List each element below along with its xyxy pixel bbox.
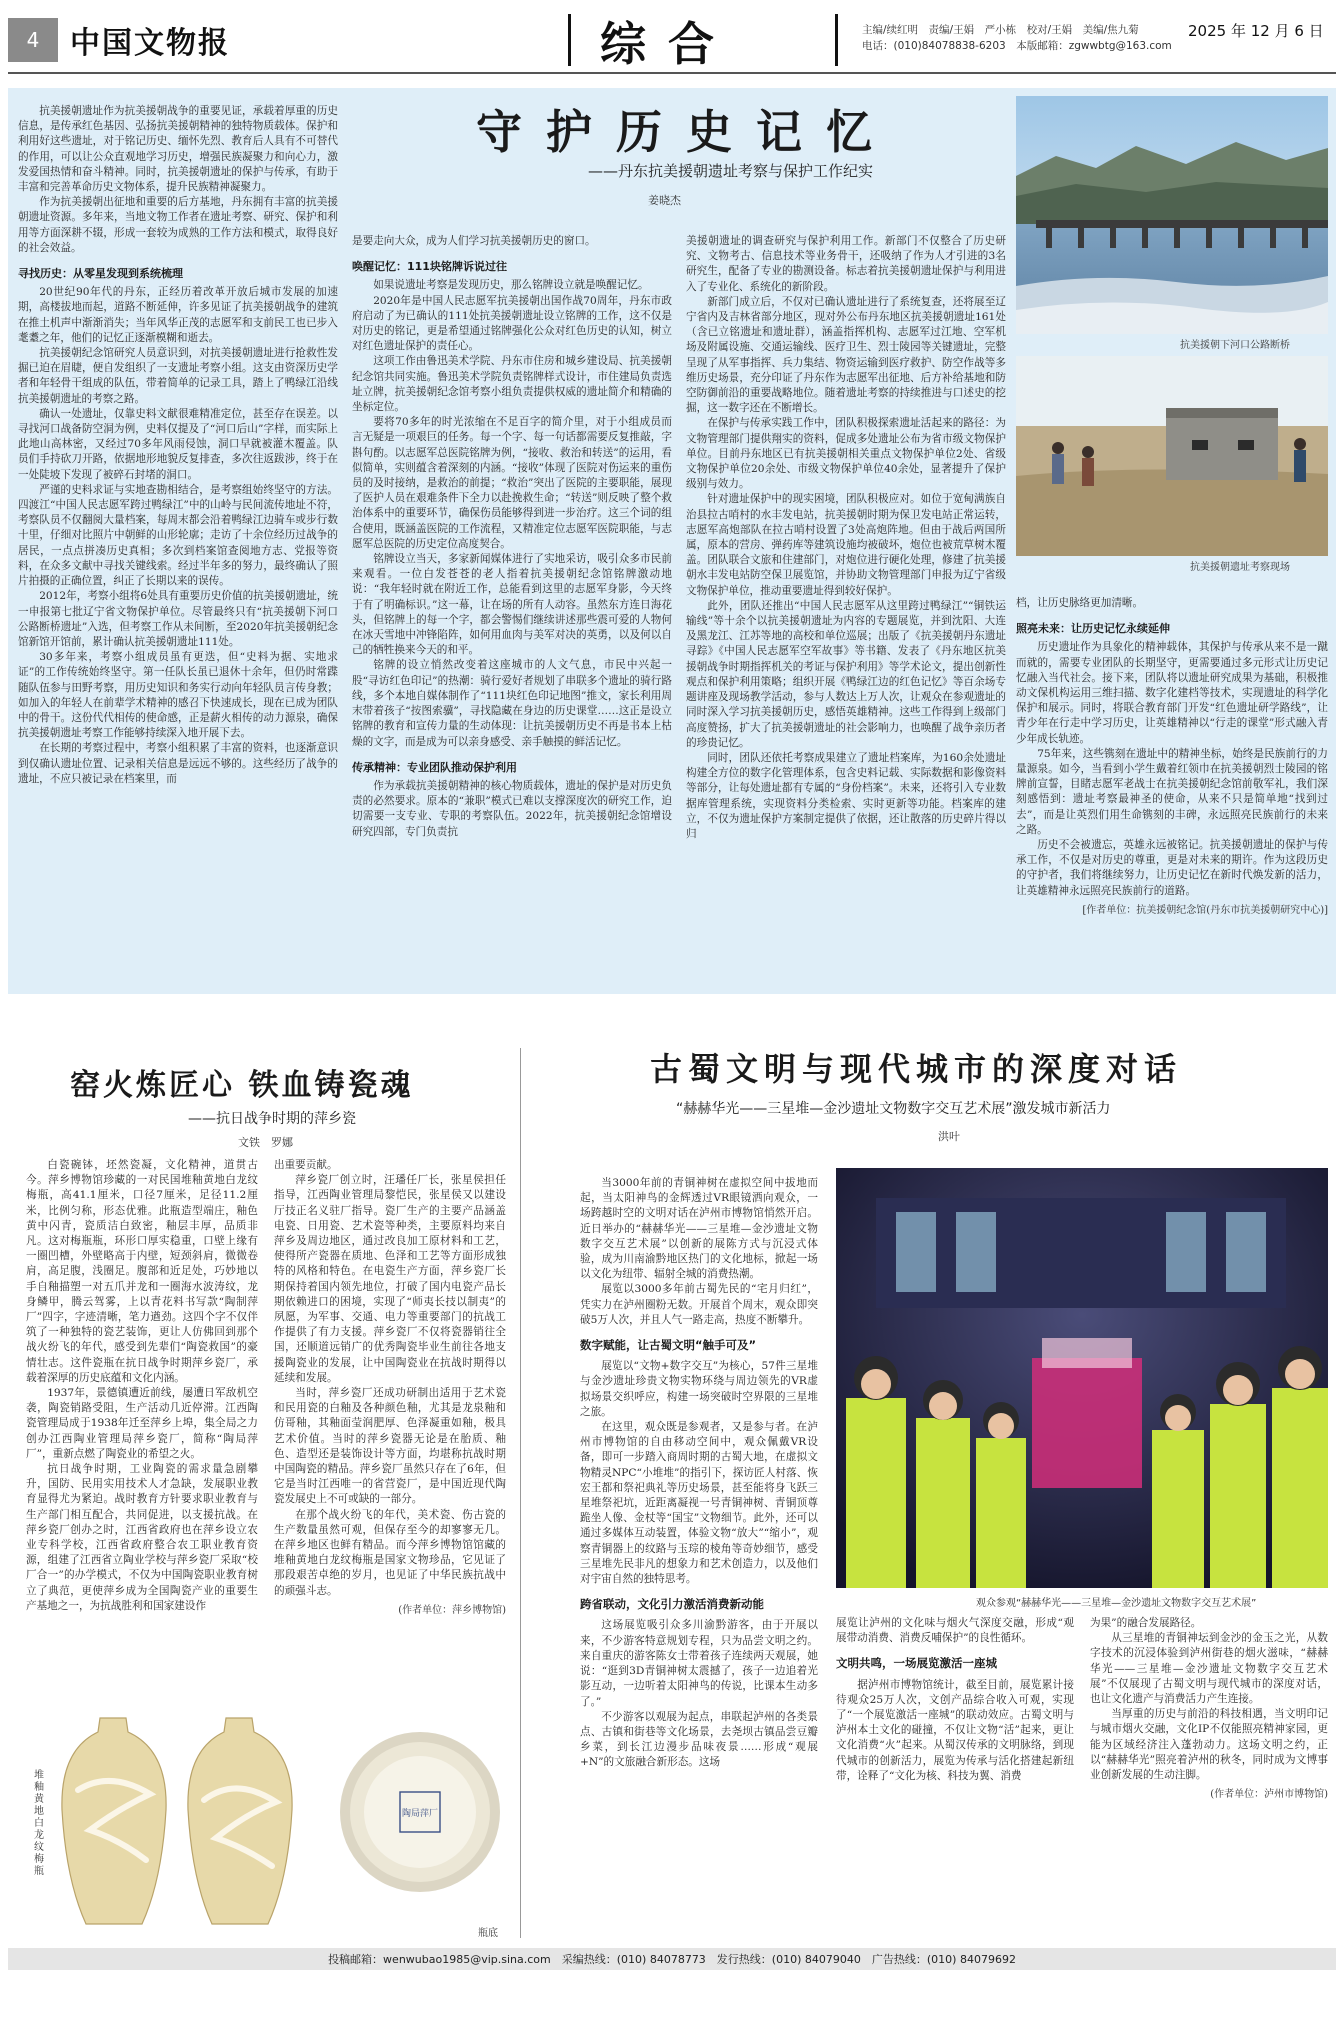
subheading: 文明共鸣，一场展览激活一座城	[836, 1656, 997, 1671]
article3-title: 古蜀文明与现代城市的深度对话	[650, 1050, 1183, 1088]
paragraph: 此外，团队还推出“中国人民志愿军从这里跨过鸭绿江”“铜铁运输线”等十余个以抗美援朝遗址为内容的专题展览，并到沈阳、大连及黑龙江、江苏等地的高校和单位巡展；出版了《抗美援朝丹东遗址寻踪》《中国人民志愿军空军故事》等书籍、发表了《丹东地区抗美援朝战争时期指挥机关的考证与保护利用》等学术论文，提出创新性观点和保护利用策略；组织开展《鸭绿江边的红色记忆》等百余场专题讲座及现场教学活动，参与人数达上万人次，让观众在参观遗址的同时深入学习抗美援朝历史，感悟英雄精神。这些工作得到上级部门高度赞扬，扩大了抗美援朝遗址的社会影响力，也唤醒了战争亲历者的珍贵记忆。	[686, 599, 1006, 749]
subheading: 寻找历史：从零星发现到系统梳理	[18, 267, 183, 281]
footer-bar	[8, 1948, 1336, 1970]
article1-col2	[352, 234, 672, 840]
article2-title: 窑火炼匠心 铁血铸瓷魂	[70, 1068, 414, 1103]
paragraph: 不少游客以观展为起点，串联起泸州的各类景点、古镇和街巷等文化场景，去尧坝古镇品尝豆瓣乡菜，到长江边漫步品味夜景……形成“观展+N”的文旅融合新形态。这场	[580, 1710, 818, 1769]
article3-col3	[1090, 1616, 1328, 1802]
subheading: 跨省联动，文化引力激活消费新动能	[580, 1597, 764, 1612]
author-affiliation: (作者单位：泸州市博物馆)	[1210, 1789, 1328, 1801]
header-rule	[8, 72, 1336, 74]
paragraph: 在那个战火纷飞的年代，美术瓷、伤古瓷的生产数量虽然可观，但保存至今的却寥寥无几。在萍乡地区也鲜有精品。而今萍乡博物馆馆藏的堆釉黄地白龙纹梅瓶是国家文物珍品，它见证了那段艰苦卓绝的岁月，也见证了中华民族抗战中的顽强斗志。	[274, 1508, 506, 1597]
header-divider-left	[568, 14, 571, 66]
photo-plum-vases	[50, 1710, 318, 1938]
article1-col1	[18, 104, 338, 787]
paragraph: 展览以3000多年前古蜀先民的“宅月归红”，凭实力在泸州圈粉无数。开展首个周末，观众即突破5万人次，并且人气一路走高，热度不断攀升。	[580, 1283, 818, 1326]
article1-col3	[686, 234, 1006, 842]
paragraph: 抗日战争时期，工业陶瓷的需求量急剧攀升，国防、民用实用技术人才急缺，发展职业教育显得尤为紧迫。战时教育方针要求职业教育与生产部门相互配合，共同促进，以支援抗战。在萍乡瓷厂创办之时，江西省政府也在萍乡设立农业专科学校，江西省政府整合农工职业教育资源，组建了江西省立陶业学校与萍乡瓷厂采取“校厂合一”的办学模式，不仅为中国陶瓷职业教育树立了典范，更使萍乡成为全国陶瓷产业的重要生产基地之一，为抗战胜利和国家建设作	[26, 1463, 258, 1612]
paragraph: 萍乡瓷厂创立时，汪璠任厂长，张星侯担任指导，江西陶业管理局黎恺民，张星侯又以建设厅技正名义驻厂指导。瓷厂生产的主要产品涵盖电瓷、日用瓷、艺术瓷等种类，主要原料均来自萍乡及周边地区，通过改良加工原材料和工艺，使得所产瓷器在质地、色泽和工艺等方面形成独特的风格和特色。在电瓷生产方面，萍乡瓷厂长期保持着国内领先地位，打破了国内电瓷产品长期依赖进口的困境，实现了“师夷长技以制夷”的夙愿，为军事、交通、电力等重要部门的抗战工作提供了有力支援。萍乡瓷厂不仅将瓷器销往全国，还顺道远销广的优秀陶瓷毕业生前往各地支援陶瓷业的发展，让中国陶瓷业在抗战时期得以延续和发展。	[274, 1174, 506, 1384]
paragraph: 从三星堆的青铜神坛到金沙的金玉之光，从数字技术的沉浸体验到泸州街巷的烟火滋味，“赫赫华光——三星堆—金沙遗址文物数字交互艺术展”不仅展现了古蜀文明与现代城市的深度对话，也让文化遗产与消费活力产生连接。	[1090, 1632, 1328, 1706]
author-affiliation: [作者单位：抗美援朝纪念馆(丹东市抗美援朝研究中心)]	[1082, 904, 1328, 916]
paragraph: 是要走向大众，成为人们学习抗美援朝历史的窗口。	[352, 235, 596, 247]
paragraph: 展览以“文物+数字交互”为核心，57件三星堆与金沙遗址珍贵文物实物环绕与周边领先的VR虚拟场景交织呼应，构建一场突破时空界限的三星堆之旅。	[580, 1360, 818, 1418]
section-title: 综合	[600, 17, 736, 71]
plum-vases-image	[50, 1710, 318, 1938]
photo2-caption: 抗美援朝遗址考察现场	[1190, 562, 1290, 573]
subheading: 数字赋能，让古蜀文明“触手可及”	[580, 1338, 757, 1353]
paper-name: 中国文物报	[70, 26, 230, 61]
paragraph: 1937年，景德镇遭近前线，屡遭日军敌机空袭，陶瓷销路受阻，生产活动几近停滞。江西陶瓷管理局成于1938年迁至萍乡上埠，集全局之力创办江西陶业管理局萍乡瓷厂，简称“陶局萍厂”，重新点燃了陶瓷业的希望之火。	[26, 1387, 258, 1460]
paragraph: 档，让历史脉络更加清晰。	[1016, 597, 1144, 609]
editors-line: 主编/续红明 责编/王娟 严小栋 校对/王娟 美编/焦九菊	[862, 24, 1139, 36]
vase-left	[62, 1718, 166, 1924]
paragraph: 严谨的史料求证与实地查勘相结合，是考察组始终坚守的方法。四渡江“中国人民志愿军跨过鸭绿江”中的山岭与民间流传地址不符，考察队员不仅翻阅大量档案，每周末都会沿着鸭绿江边骑车或步行数十里，仔细对比照片中朝鲜的山形轮廓；走访了十余位经历过战争的居民，一点点拼凑历史真相；多次到档案馆查阅地方志、党报等资料，在众多文献中寻找关键线索。经过半年多的努力，最终确认了照片拍摄的正确位置，纠正了长期以来的误传。	[18, 483, 338, 588]
paragraph: 铭牌的设立悄然改变着这座城市的人文气息，市民中兴起一股“寻访红色印记”的热潮：骑行爱好者规划了串联多个遗址的骑行路线，多个本地自媒体制作了“111块红色印记地图”推文，家长利用周末带着孩子“按图索骥”，寻找隐藏在身边的历史课堂……这正是设立铭牌的教育和宣传力量的生动体现：让抗美援朝历史不再是书本上枯燥的文字，而是成为可以亲身感受、亲手触摸的鲜活记忆。	[352, 659, 672, 748]
issue-date: 2025 年 12 月 6 日	[1188, 22, 1324, 40]
subheading: 唤醒记忆：111块铭牌诉说过往	[352, 260, 507, 274]
article2-col1	[26, 1158, 258, 1614]
article3-col2	[836, 1616, 1074, 1784]
paragraph: 当厚重的历史与前沿的科技相遇，当文明印记与城市烟火交融，文化IP不仅能照亮精神家园，更能为区域经济注入蓬勃动力。这场文明之约，正以“赫赫华光”照亮着泸州的秋冬，同时成为文博事业创新发展的生动注脚。	[1090, 1708, 1328, 1782]
paragraph: 这场展览吸引众多川渝黔游客，由于开展以来，不少游客特意规划专程，只为品尝文明之约。来自重庆的游客陈女士带着孩子连续两天观展，她说：“逛到3D青铜神树太震撼了，孩子一边追着光影互动，一边听着太阳神鸟的传说，比课本生动多了。”	[580, 1619, 818, 1708]
vase-caption-text: 堆釉黄地白龙纹梅瓶	[34, 1770, 44, 1877]
paragraph: 在这里，观众既是参观者，又是参与者。在泸州市博物馆的自由移动空间中，观众佩戴VR设备，即可一步踏入商周时期的古蜀大地，在虚拟文物精灵NPC“小堆堆”的指引下，探访匠人村落、恢宏王都和祭祀典礼等历史场景，甚至能将身飞跃三星堆祭祀坑，近距离凝视一号青铜神树、青铜顶尊跪坐人像、金杖等“国宝”文物细节。此外，还可以通过多媒体互动装置，体验文物“放大”“缩小”，观察青铜器上的纹路与玉琮的棱角等奇妙细节，感受三星堆先民非凡的想象力和艺术创造力，以及他们对宇宙自然的独特思考。	[580, 1421, 818, 1586]
header-divider-right	[835, 14, 838, 66]
article3-subtitle: “赫赫华光——三星堆—金沙遗址文物数字交互艺术展”激发城市新活力	[676, 1101, 1111, 1117]
paragraph: 这项工作由鲁迅美术学院、丹东市住房和城乡建设局、抗美援朝纪念馆共同实施。鲁迅美术学院负责铭牌样式设计，市住建局负责选址立牌，抗美援朝纪念馆考察小组负责提供权威的遗址简介和精确的坐标定位。	[352, 355, 672, 414]
article2-author: 文铁 罗娜	[238, 1136, 293, 1149]
paragraph: 美援朝遗址的调查研究与保护利用工作。新部门不仅整合了历史研究、文物考古、信息技术等业务骨干，还吸纳了作为人才引进的3名研究生，配备了专业的勘测设备。标志着抗美援朝遗址保护与利用进入了专业化、系统化的新阶段。	[686, 235, 1006, 293]
article1-subtitle: ——丹东抗美援朝遗址考察与保护工作纪实	[588, 162, 874, 180]
vase-caption	[34, 1770, 48, 1878]
article3-author: 洪叶	[938, 1130, 960, 1143]
paragraph: 75年来，这些镌刻在遗址中的精神坐标，始终是民族前行的力量源泉。如今，当看到小学生戴着红领巾在抗美援朝烈士陵园的铭牌前宣誓，目睹志愿军老战士在抗美援朝纪念馆前敬军礼，我们深刻感悟到：遗址考察最神圣的使命，从来不只是简单地“找到过去”，而是让英烈们用生命镌刻的丰碑，永远照亮民族前行的未来之路。	[1016, 747, 1328, 836]
paragraph: 当时，萍乡瓷厂还成功研制出适用于艺术瓷和民用瓷的白釉及各种颜色釉，尤其是龙泉釉和仿哥釉，其釉面莹润肥厚、色泽凝重如釉，极具艺术价值。当时的萍乡瓷器无论是在胎质、釉色、造型还是装饰设计等方面，均堪称抗战时期中国陶瓷的精品。萍乡瓷厂虽然只存在了6年，但它是当时江西唯一的省营瓷厂，是中国近现代陶瓷发展史上不可或缺的一部分。	[274, 1387, 506, 1506]
paragraph: 同时，团队还依托考察成果建立了遗址档案库，为160余处遗址构建全方位的数字化管理体系，包含史料记载、实际数据和影像资料等部分，让每处遗址都有专属的“身份档案”。未来，还将引入专业数据库管理系统，实现资料分类检索、实时更新等功能。档案库的建立，不仅为遗址保护方案制定提供了依据，还让散落的历史碎片得以归	[686, 751, 1006, 840]
masthead	[0, 0, 1344, 78]
column-divider	[520, 1048, 521, 1938]
article2-col2	[274, 1158, 506, 1618]
paragraph: 2012年，考察小组将6处具有重要历史价值的抗美援朝遗址，统一申报第七批辽宁省文物保护单位。尽管最终只有“抗美援朝下河口公路断桥遗址”入选，但考察工作从未间断，至2020年抗美援朝纪念馆新馆开馆前，累计确认抗美援朝遗址111处。	[18, 590, 338, 648]
paragraph: 在长期的考察过程中，考察小组积累了丰富的资料，也逐渐意识到仅确认遗址位置、记录相关信息是远远不够的。这些经历了战争的遗址，不应只被记录在档案里，而	[18, 742, 338, 785]
paragraph: 当3000年前的青铜神树在虚拟空间中拔地而起，当太阳神鸟的金辉透过VR眼镜洒向观众，一场跨越时空的文明对话在泸州市博物馆悄然开启。近日举办的“赫赫华光——三星堆—金沙遗址文物数字交互艺术展”以创新的展陈方式与沉浸式体验，成为川南渝黔地区热门的文化地标，掀起一场以文化为纽带、辐射全城的消费热潮。	[580, 1177, 818, 1281]
paragraph: 在保护与传承实践工作中，团队积极探索遗址活起来的路径：为文物管理部门提供翔实的资料，促成多处遗址公布为省市级文物保护单位。目前丹东地区已有抗美援朝相关重点文物保护单位2处、省级文物保护单位20余处、市级文物保护单位40余处，显著提升了保护级别与效力。	[686, 417, 1006, 491]
subheading: 照亮未来：让历史记忆永续延伸	[1016, 622, 1170, 636]
paragraph: 新部门成立后，不仅对已确认遗址进行了系统复查，还将展至辽宁省内及吉林省部分地区，现对外公布丹东地区抗美援朝遗址161处（含已立铭遗址和遗址群），涵盖指挥机构、志愿军过江地、空军机场及附属设施、交通运输线、医疗卫生、烈士陵园等关键遗址，完整呈现了从军事指挥、兵力集结、物资运输到医疗救护、防空作战等多维历史场景，充分印证了丹东作为志愿军出征地、后方补给基地和防空防御前沿的重要战略地位。随着遗址考察的持续推进与口述史的挖掘，这一数字还在不断增长。	[686, 295, 1006, 415]
paragraph: 要将70多年的时光浓缩在不足百字的简介里，对于小组成员而言无疑是一项艰巨的任务。每一个字、每一句话都需要反复推敲，字斟句酌。以志愿军总医院铭牌为例，“接收、救治和转送”的运用，看似简单，实则蕴含着深刻的内涵。“接收”体现了医院对伤运来的重伤员的及时接纳，是救治的前提；“救治”突出了医院的主要职能，展现了医护人员在艰难条件下全力以赴挽救生命；“转送”则反映了整个救治体系中的重要环节，确保伤员能够得到进一步治疗。这三个词的组合使用，既涵盖医院的工作流程，又精准定位志愿军医院职能，与志愿军总医院的历史定位高度契合。	[352, 416, 672, 550]
vase-right	[188, 1718, 292, 1924]
article3-col1	[580, 1176, 818, 1771]
paragraph: 历史不会被遗忘，英雄永远被铭记。抗美援朝遗址的保护与传承工作，不仅是对历史的尊重，更是对未来的期许。作为这段历史的守护者，我们将继续努力，让历史记忆在新时代焕发新的活力，让英雄精神永远照亮民族前行的道路。	[1016, 839, 1328, 897]
paragraph: 30多年来，考察小组成员虽有更迭，但“史料为据、实地求证”的工作传统始终坚守。第一任队长虽已退休十余年，但仍时常蹀随队伍参与田野考察，用历史知识和务实行动向年轻队员言传身教；如加入的年轻人在前辈学术精神的感召下快速成长，现在已成为团队中的骨干。这份代代相传的使命感，正是薪火相传的动力源泉，确保抗美援朝遗址考察工作能够持续深入地开展下去。	[18, 651, 338, 740]
paragraph: 确认一处遗址，仅靠史料文献很难精准定位，甚至存在误差。以寻找河口战备防空洞为例，史料仅提及了“河口后山”字样，而实际上此地山高林密，又经过70多年风雨侵蚀，洞口早就被灌木覆盖。队员们手持砍刀开路，依据地形地貌反复排查，多次往返跋涉，终于在一处陡坡下发现了被碎石封堵的洞口。	[18, 407, 338, 481]
paragraph: 历史遗址作为具象化的精神载体，其保护与传承从来不是一蹴而就的，需要专业团队的长期坚守，更需要通过多元形式让历史记忆融入当代社会。接下来，团队将以遗址研究成果为基础，积极推动文保机构运用三维扫描、数字化建档等技术，实现遗址的科学化保护和展示。同时，将联合教育部门开发“红色遗址研学路线”，让青少年在行走中学习历史，让英雄精神以“行走的课堂”形式融入青少年成长轨迹。	[1016, 641, 1328, 745]
author-affiliation: (作者单位：萍乡博物馆)	[398, 1604, 506, 1616]
paragraph: 白瓷碗钵，坯然瓷凝，文化精神，道贯古今。萍乡博物馆珍藏的一对民国堆釉黄地白龙纹梅瓶，高41.1厘米，口径7厘米，足径11.2厘米，比例匀称，形态优雅。此瓶造型端庄，釉色黄中闪青，瓷质洁白致密，釉层丰厚，品质非凡。这对梅瓶瓶，环形口厚实稳重，口壁上缘有一圈凹槽，外壁略高于内壁，短颈斜肩，微微卷肩，高足腹，浅圈足。腹部和近足处，巧妙地以手自釉描塑一对五爪并龙和一圈海水波涛纹，龙身鳞甲，腾云驾雾，上以青花料书写款“陶制萍厂”四字，字迹清晰，笔力遒劲。这四个字不仅伴筑了一种独特的瓷艺装饰，更让人仿佛回到那个战火纷飞的年代，感受到先辈们“陶瓷救国”的豪情壮志。这件瓷瓶在抗日战争时期萍乡瓷厂，承载着深厚的历史底蕴和文化内涵。	[26, 1159, 258, 1384]
footer-contacts: 投稿邮箱：wenwubao1985@vip.sina.com 采编热线：(010) 84078773 发行热线：(010) 84079040 广告热线：(010) 84079692	[328, 1953, 1016, 1966]
subheading: 传承精神：专业团队推动保护利用	[352, 760, 517, 774]
paragraph: 2020年是中国人民志愿军抗美援朝出国作战70周年，丹东市政府启动了为已确认的111处抗美援朝遗址设立铭牌的工作，这不仅是对历史的铭记，更是希望通过铭牌强化公众对红色历史的认知，树立对红色遗址保护的责任心。	[352, 294, 672, 353]
contact-line: 电话：(010)84078838-6203 本版邮箱：zgwwbtg@163.com	[862, 40, 1172, 52]
paragraph: 针对遗址保护中的现实困境，团队积极应对。如位于宽甸满族自治县拉古哨村的水丰发电站，抗美援朝时期为保卫发电站正常运转，志愿军高炮部队在拉古哨村设置了3处高炮阵地。但由于战后两国所属，原本的营房、弹药库等建筑设施均被破坏，炮位也被荒草树木覆盖。团队联合文旅和住建部门，对炮位进行硬化处理，修建了抗美援朝水丰发电站防空保卫展览馆，并协助文物管理部门申报为辽宁省级文物保护单位，推动重要遗址得到较好保护。	[686, 493, 1006, 597]
photo-exhibition-visitors	[836, 1168, 1328, 1588]
article2-subtitle: ——抗日战争时期的萍乡瓷	[188, 1111, 356, 1127]
paragraph: 如果说遗址考察是发现历史，那么铭牌设立就是唤醒记忆。	[373, 279, 649, 292]
paragraph: 出重要贡献。	[274, 1159, 338, 1171]
paragraph: 抗美援朝遗址作为抗美援朝战争的重要见证，承载着厚重的历史信息，是传承红色基因、弘扬抗美援朝精神的独特物质载体。保护和利用好这些遗址，对于铭记历史、缅怀先烈、教育后人具有不可替代的作用，可以让公众直观地学习历史，增强民族凝聚力和向心力，激发爱国热情和奋斗精神。同时，抗美援朝遗址的保护与传承，有助于丰富和完善革命历史文物体系，提升民族精神凝聚力。	[18, 105, 338, 194]
exhibition-photo-caption: 观众参观“赫赫华光——三星堆—金沙遗址文物数字交互艺术展”	[976, 1598, 1257, 1609]
bottle-mark-text: 陶局萍厂	[401, 1809, 439, 1819]
paragraph: 展览让泸州的文化味与烟火气深度交融，形成“观展带动消费、消费反哺保护”的良性循环。	[836, 1617, 1074, 1645]
photo1-caption: 抗美援朝下河口公路断桥	[1180, 340, 1290, 351]
photo-survey-site	[1016, 356, 1328, 556]
article1-title: 守护历史记忆	[476, 105, 896, 159]
paragraph: 20世纪90年代的丹东，正经历着改革开放后城市发展的加速期，高楼拔地而起，道路不断延伸，许多见证了抗美援朝战争的建筑在推土机声中渐渐消失；当年风华正茂的志愿军和支前民工也已步入耄耋之年，他们的记忆正逐渐模糊和逝去。	[18, 286, 338, 344]
paragraph: 为果”的融合发展路径。	[1090, 1617, 1202, 1629]
broken-bridge-image	[1016, 96, 1328, 334]
paragraph: 铭牌设立当天，多家新闻媒体进行了实地采访，吸引众多市民前来观看。一位白发苍苍的老人指着抗美援朝纪念馆铭牌激动地说：“我年轻时就在附近工作，总能看到这里的志愿军身影，今天终于有了明确标识。”这一幕，让在场的所有人动容。虽然东方连日海花头，但铭牌上的每一个字，都会警惕们继续讲述那些震可爱的人物何在冰天雪地中冲锋陷阵，如何用血肉与美军对决的英勇，以及何以自己的牺牲换来今天的和平。	[352, 553, 672, 657]
article1-author: 姜晓杰	[648, 194, 681, 207]
paragraph: 抗美援朝纪念馆研究人员意识到，对抗美援朝遗址进行抢救性发掘已迫在眉睫，便自发组织了一支遗址考察小组。这支由资深历史学者和年轻骨干组成的队伍，带着简单的记录工具，踏上了鸭绿江沿线抗美援朝遗址的考察之路。	[18, 347, 338, 405]
photo-vase-bottom	[334, 1712, 506, 1922]
survey-site-image	[1016, 356, 1328, 556]
paragraph: 作为承载抗美援朝精神的核心物质载体，遗址的保护是对历史负责的必然要求。原本的“兼职”模式已难以支撑深度次的研究工作，迫切需要一支专业、专职的考察队伍。2022年，抗美援朝纪念馆增设研究四部，专门负责抗	[352, 779, 672, 838]
paragraph: 据泸州市博物馆统计，截至目前，展览累计接待观众25万人次，文创产品综合收入可观，实现了“一个展览激活一座城”的联动效应。古蜀文明与泸州本土文化的碰撞，不仅让文物“活”起来，更让文化消费“火”起来。从蜀汉传承的文明脉络，到现代城市的创新活力，展览为传承与活化搭建起新纽带，诠释了“文化为核、科技为翼、消费	[836, 1678, 1074, 1782]
photo-broken-bridge	[1016, 96, 1328, 334]
exhibition-visitors-image	[836, 1168, 1328, 1588]
article1-col4	[1016, 596, 1328, 918]
page-number-box	[8, 18, 58, 62]
vase-bottom-caption: 瓶底	[478, 1928, 498, 1939]
paragraph: 作为抗美援朝出征地和重要的后方基地，丹东拥有丰富的抗美援朝遗址资源。多年来，当地文物工作者在遗址考察、研究、保护和利用等方面深耕不辍，形成一套较为成熟的工作方法和模式，取得良好的社会效益。	[18, 196, 338, 254]
vase-bottom-image	[334, 1712, 506, 1922]
page-number: 4	[26, 28, 40, 52]
